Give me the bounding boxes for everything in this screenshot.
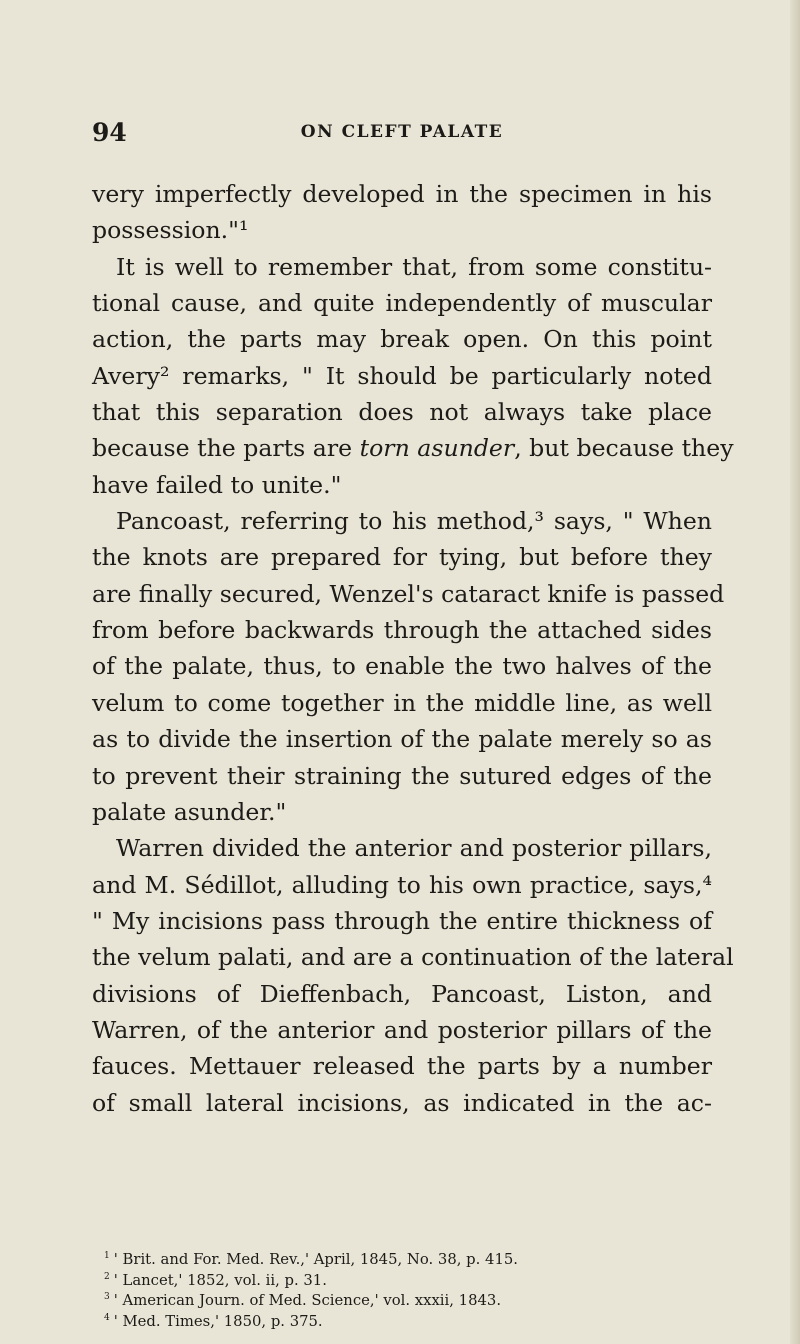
text-line: divisions of Dieffenbach, Pancoast, Liston, and: [92, 979, 712, 1008]
footnote-text: ' Med. Times,' 1850, p. 375.: [113, 1312, 323, 1330]
footnotes: [104, 1250, 724, 1332]
text-line: Pancoast, referring to his method,³ says, " When: [116, 507, 712, 536]
text-line: It is well to remember that, from some constitu-: [116, 252, 712, 281]
text-line: the velum palati, and are a continuation of the lateral: [92, 943, 734, 972]
text-line: possession."¹: [92, 216, 249, 245]
page-header: [92, 118, 712, 158]
footnote-mark: 4: [104, 1312, 110, 1323]
text-line: Avery² remarks, " It should be particularly noted: [92, 361, 712, 390]
text-line-with-italic: [92, 430, 734, 466]
text-line: as to divide the insertion of the palate merely so as: [92, 725, 712, 754]
text-line: fauces. Mettauer released the parts by a number: [92, 1052, 712, 1081]
text-line: action, the parts may break open. On this point: [92, 325, 712, 354]
text-line: velum to come together in the middle line, as well: [92, 688, 712, 717]
text-line: palate asunder.": [92, 797, 287, 826]
footnote-text: ' Lancet,' 1852, vol. ii, p. 31.: [113, 1271, 327, 1289]
footnote: [104, 1312, 724, 1333]
text-line: from before backwards through the attached sides: [92, 616, 712, 645]
footnote-text: ' American Journ. of Med. Science,' vol. xxxii, 1843.: [113, 1292, 502, 1309]
text-line: that this separation does not always take place: [92, 398, 712, 427]
page-number: 94: [92, 118, 127, 147]
footnote-mark: 1: [104, 1251, 110, 1262]
footnote-text: ' Brit. and For. Med. Rev.,' April, 1845, No. 38, p. 415.: [113, 1251, 518, 1268]
text-line: to prevent their straining the sutured edges of the: [92, 761, 712, 790]
text-line: Warren, of the anterior and posterior pillars of the: [92, 1015, 712, 1044]
text-line: of small lateral incisions, as indicated in the ac-: [92, 1088, 712, 1117]
text-line: have failed to unite.": [92, 470, 342, 499]
page-edge-shadow: [790, 0, 800, 1344]
text-line: very imperfectly developed in the specimen in his: [92, 180, 712, 208]
footnote: [104, 1271, 724, 1292]
running-head: ON CLEFT PALATE: [300, 122, 504, 142]
text-line: Warren divided the anterior and posterior pillars,: [116, 834, 712, 863]
text-line: are finally secured, Wenzel's cataract knife is passed: [92, 579, 725, 608]
text-line: tional cause, and quite independently of muscular: [92, 289, 712, 318]
text-line: " My incisions pass through the entire thickness of: [92, 906, 712, 935]
text-line: of the palate, thus, to enable the two halves of the: [92, 652, 712, 681]
body-text: [92, 176, 734, 1121]
text-line: and M. Sédillot, alluding to his own practice, says,⁴: [92, 870, 712, 899]
text-line: the knots are prepared for tying, but before they: [92, 543, 712, 572]
italic-emphasis: torn asunder: [359, 434, 515, 463]
footnote: [104, 1291, 724, 1312]
footnote-mark: 3: [104, 1292, 110, 1303]
text-run: because the parts are: [92, 434, 360, 463]
text-run: , but because they: [514, 434, 734, 463]
footnote-mark: 2: [104, 1271, 110, 1282]
footnote: [104, 1250, 724, 1271]
